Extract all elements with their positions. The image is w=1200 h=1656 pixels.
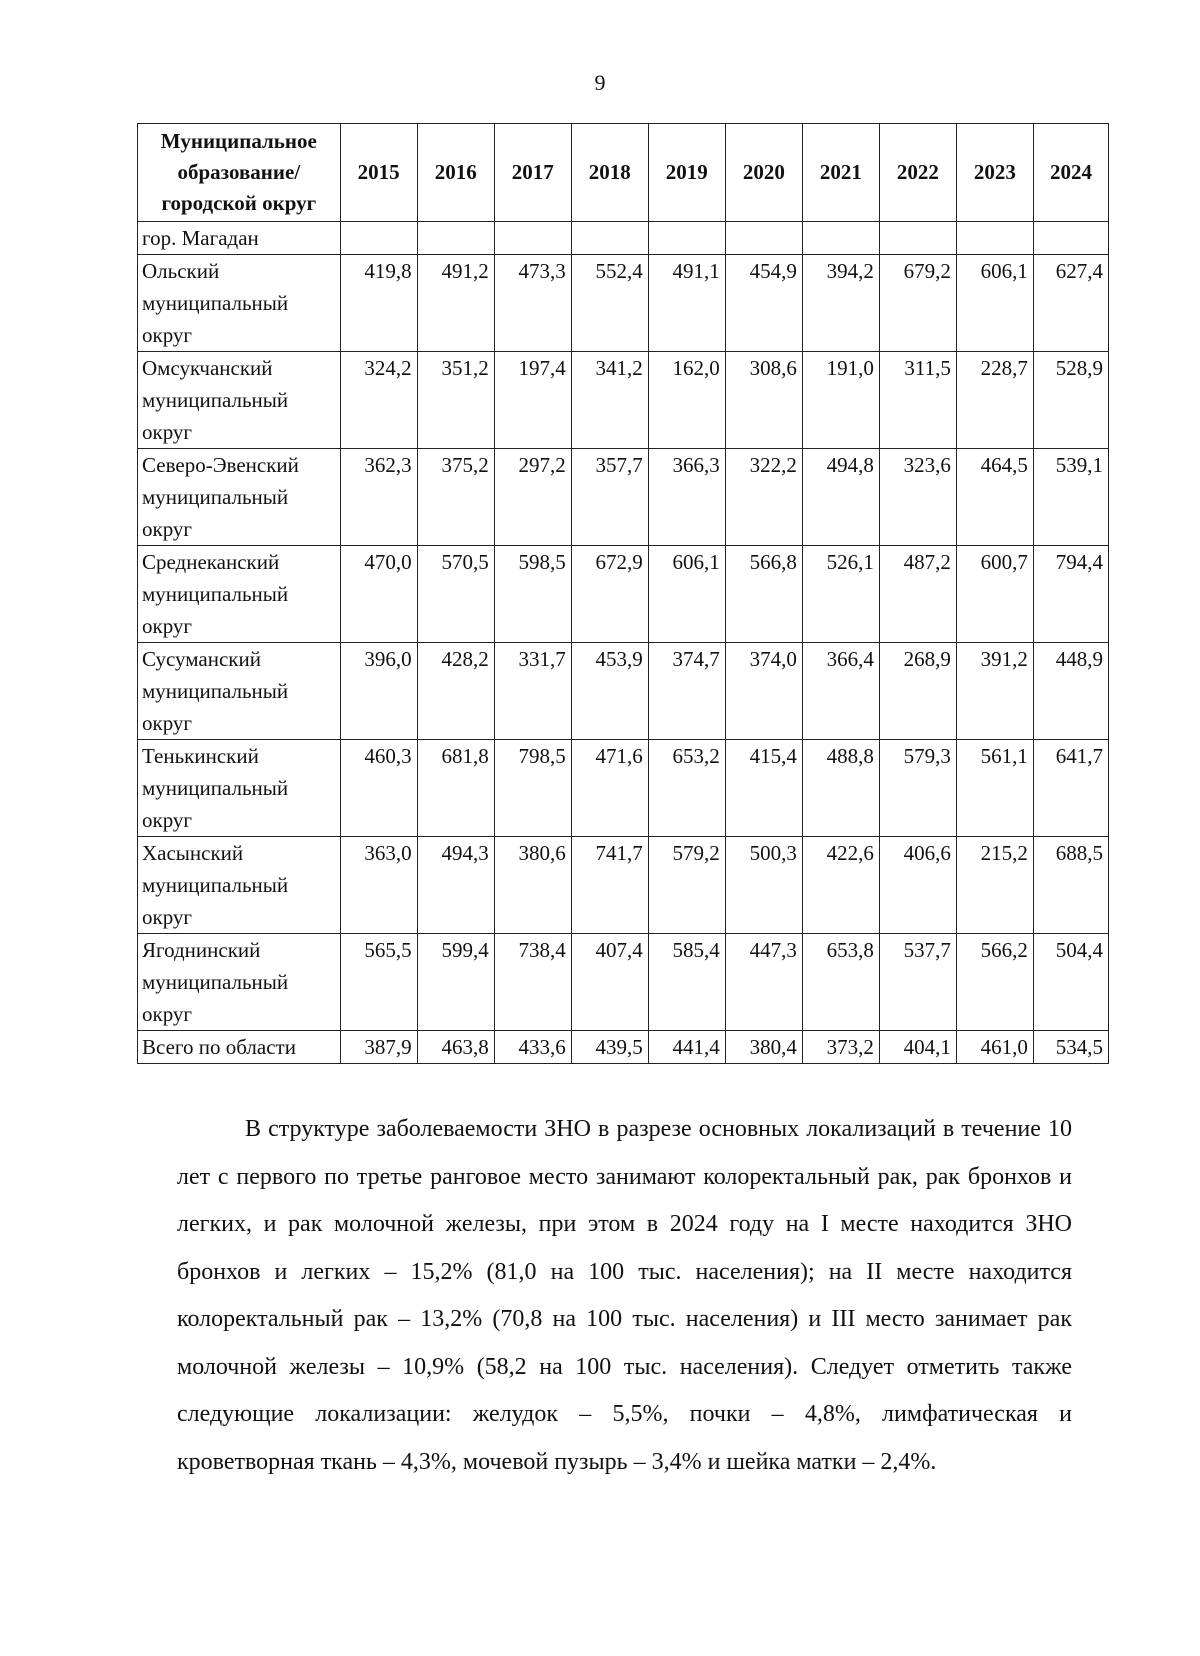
- value-cell: 366,3: [648, 449, 725, 546]
- value-cell: 323,6: [879, 449, 956, 546]
- header-year: 2017: [494, 124, 571, 222]
- value-cell: 428,2: [417, 643, 494, 740]
- value-cell: [956, 222, 1033, 255]
- value-cell: 463,8: [417, 1031, 494, 1064]
- value-cell: 552,4: [571, 255, 648, 352]
- header-year: 2024: [1033, 124, 1108, 222]
- value-cell: 404,1: [879, 1031, 956, 1064]
- value-cell: 407,4: [571, 934, 648, 1031]
- value-cell: 500,3: [725, 837, 802, 934]
- incidence-table: [137, 123, 1109, 1064]
- table-row: [138, 934, 1109, 1031]
- municipality-name: Сусуманский муниципальный округ: [138, 643, 341, 740]
- value-cell: 453,9: [571, 643, 648, 740]
- table-row: [138, 449, 1109, 546]
- header-year: 2022: [879, 124, 956, 222]
- value-cell: 422,6: [802, 837, 879, 934]
- value-cell: 606,1: [956, 255, 1033, 352]
- value-cell: 394,2: [802, 255, 879, 352]
- value-cell: 162,0: [648, 352, 725, 449]
- municipality-name: гор. Магадан: [138, 222, 341, 255]
- value-cell: 391,2: [956, 643, 1033, 740]
- value-cell: 526,1: [802, 546, 879, 643]
- table-body: [138, 222, 1109, 1064]
- value-cell: [494, 222, 571, 255]
- value-cell: 504,4: [1033, 934, 1108, 1031]
- header-year: 2018: [571, 124, 648, 222]
- value-cell: 406,6: [879, 837, 956, 934]
- value-cell: 491,1: [648, 255, 725, 352]
- value-cell: 362,3: [340, 449, 417, 546]
- value-cell: [1033, 222, 1108, 255]
- value-cell: 681,8: [417, 740, 494, 837]
- value-cell: 415,4: [725, 740, 802, 837]
- value-cell: 396,0: [340, 643, 417, 740]
- value-cell: 488,8: [802, 740, 879, 837]
- value-cell: [417, 222, 494, 255]
- header-year: 2023: [956, 124, 1033, 222]
- municipality-name: Ягоднинский муниципальный округ: [138, 934, 341, 1031]
- header-year: 2020: [725, 124, 802, 222]
- value-cell: 566,2: [956, 934, 1033, 1031]
- value-cell: 688,5: [1033, 837, 1108, 934]
- value-cell: 454,9: [725, 255, 802, 352]
- value-cell: 627,4: [1033, 255, 1108, 352]
- value-cell: 191,0: [802, 352, 879, 449]
- value-cell: 197,4: [494, 352, 571, 449]
- municipality-name: Среднеканский муниципальный округ: [138, 546, 341, 643]
- value-cell: [571, 222, 648, 255]
- value-cell: 374,0: [725, 643, 802, 740]
- value-cell: 311,5: [879, 352, 956, 449]
- value-cell: 439,5: [571, 1031, 648, 1064]
- header-year: 2021: [802, 124, 879, 222]
- value-cell: 570,5: [417, 546, 494, 643]
- header-year: 2019: [648, 124, 725, 222]
- value-cell: 534,5: [1033, 1031, 1108, 1064]
- value-cell: 447,3: [725, 934, 802, 1031]
- table-row: [138, 643, 1109, 740]
- value-cell: [725, 222, 802, 255]
- value-cell: 460,3: [340, 740, 417, 837]
- value-cell: 600,7: [956, 546, 1033, 643]
- value-cell: 471,6: [571, 740, 648, 837]
- value-cell: 491,2: [417, 255, 494, 352]
- value-cell: 672,9: [571, 546, 648, 643]
- table-row: [138, 352, 1109, 449]
- value-cell: 322,2: [725, 449, 802, 546]
- value-cell: 380,4: [725, 1031, 802, 1064]
- municipality-name: Ольский муниципальный округ: [138, 255, 341, 352]
- value-cell: 341,2: [571, 352, 648, 449]
- value-cell: [802, 222, 879, 255]
- body-paragraph: В структуре заболеваемости ЗНО в разрезе основных локализаций в течение 10 лет с первого по третье ранговое место занимают колоректальный рак, рак бронхов и легких, и рак молочной железы, при этом в 2024 году на I месте находится ЗНО бронхов и легких – 15,2% (81,0 на 100 тыс. населения); на II месте находится колоректальный рак – 13,2% (70,8 на 100 тыс. населения) и III место занимает рак молочной железы – 10,9% (58,2 на 100 тыс. населения). Следует отметить также следующие локализации: желудок – 5,5%, почки – 4,8%, лимфатическая и кроветворная ткань – 4,3%, мочевой пузырь – 3,4% и шейка матки – 2,4%.: [177, 1116, 1072, 1475]
- value-cell: 561,1: [956, 740, 1033, 837]
- value-cell: 653,2: [648, 740, 725, 837]
- value-cell: 487,2: [879, 546, 956, 643]
- value-cell: 324,2: [340, 352, 417, 449]
- value-cell: 373,2: [802, 1031, 879, 1064]
- table-row: [138, 1031, 1109, 1064]
- header-year: 2016: [417, 124, 494, 222]
- value-cell: 741,7: [571, 837, 648, 934]
- value-cell: 419,8: [340, 255, 417, 352]
- value-cell: 738,4: [494, 934, 571, 1031]
- value-cell: 599,4: [417, 934, 494, 1031]
- value-cell: 539,1: [1033, 449, 1108, 546]
- value-cell: 387,9: [340, 1031, 417, 1064]
- value-cell: 585,4: [648, 934, 725, 1031]
- value-cell: [340, 222, 417, 255]
- value-cell: 433,6: [494, 1031, 571, 1064]
- value-cell: 528,9: [1033, 352, 1108, 449]
- table-header-row: [138, 124, 1109, 222]
- value-cell: 375,2: [417, 449, 494, 546]
- value-cell: 579,3: [879, 740, 956, 837]
- value-cell: 331,7: [494, 643, 571, 740]
- value-cell: [879, 222, 956, 255]
- header-municipality: Муниципальное образование/городской округ: [138, 124, 341, 222]
- value-cell: 494,3: [417, 837, 494, 934]
- value-cell: 579,2: [648, 837, 725, 934]
- value-cell: 297,2: [494, 449, 571, 546]
- value-cell: 464,5: [956, 449, 1033, 546]
- value-cell: 228,7: [956, 352, 1033, 449]
- value-cell: [648, 222, 725, 255]
- value-cell: 679,2: [879, 255, 956, 352]
- value-cell: 794,4: [1033, 546, 1108, 643]
- value-cell: 566,8: [725, 546, 802, 643]
- value-cell: 470,0: [340, 546, 417, 643]
- value-cell: 653,8: [802, 934, 879, 1031]
- value-cell: 441,4: [648, 1031, 725, 1064]
- value-cell: 641,7: [1033, 740, 1108, 837]
- header-year: 2015: [340, 124, 417, 222]
- value-cell: 798,5: [494, 740, 571, 837]
- municipality-name: Хасынский муниципальный округ: [138, 837, 341, 934]
- value-cell: 606,1: [648, 546, 725, 643]
- page-number: 9: [594, 70, 606, 95]
- value-cell: 215,2: [956, 837, 1033, 934]
- municipality-name: Тенькинский муниципальный округ: [138, 740, 341, 837]
- value-cell: 308,6: [725, 352, 802, 449]
- municipality-name: Северо-Эвенский муниципальный округ: [138, 449, 341, 546]
- table-row: [138, 837, 1109, 934]
- table-row: [138, 255, 1109, 352]
- table-row: [138, 740, 1109, 837]
- value-cell: 537,7: [879, 934, 956, 1031]
- value-cell: 598,5: [494, 546, 571, 643]
- value-cell: 473,3: [494, 255, 571, 352]
- municipality-name: Всего по области: [138, 1031, 341, 1064]
- value-cell: 357,7: [571, 449, 648, 546]
- table-row: [138, 222, 1109, 255]
- value-cell: 565,5: [340, 934, 417, 1031]
- value-cell: 374,7: [648, 643, 725, 740]
- value-cell: 366,4: [802, 643, 879, 740]
- value-cell: 494,8: [802, 449, 879, 546]
- value-cell: 363,0: [340, 837, 417, 934]
- value-cell: 380,6: [494, 837, 571, 934]
- value-cell: 268,9: [879, 643, 956, 740]
- table-row: [138, 546, 1109, 643]
- value-cell: 448,9: [1033, 643, 1108, 740]
- value-cell: 351,2: [417, 352, 494, 449]
- municipality-name: Омсукчанский муниципальный округ: [138, 352, 341, 449]
- value-cell: 461,0: [956, 1031, 1033, 1064]
